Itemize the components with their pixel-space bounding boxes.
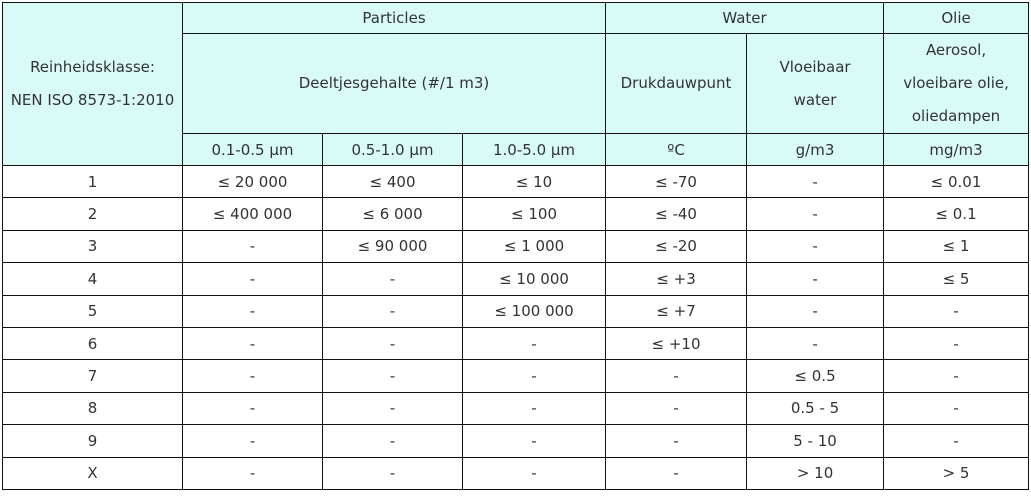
table-row — [3, 295, 1029, 327]
cell-oil: - — [884, 392, 1029, 424]
cell-oil: - — [884, 327, 1029, 359]
cell-liquid-water: - — [747, 230, 884, 262]
subheader-oil — [884, 34, 1029, 134]
cell-class: 1 — [3, 166, 183, 198]
cell-particles-0-1-0-5: - — [183, 295, 323, 327]
cell-particles-0-5-1-0: - — [323, 327, 463, 359]
cell-liquid-water: - — [747, 327, 884, 359]
cell-dewpoint: ≤ +7 — [606, 295, 747, 327]
cell-particles-0-1-0-5: - — [183, 425, 323, 457]
cell-particles-1-0-5-0: ≤ 1 000 — [463, 230, 606, 262]
cell-liquid-water: - — [747, 166, 884, 198]
cell-particles-0-1-0-5: - — [183, 360, 323, 392]
group-header-oil: Olie — [884, 3, 1029, 34]
unit-liquid-water: g/m3 — [747, 134, 884, 166]
air-purity-class-table — [2, 2, 1029, 490]
cell-liquid-water: 5 - 10 — [747, 425, 884, 457]
cell-class: 4 — [3, 263, 183, 295]
table-row — [3, 425, 1029, 457]
cell-particles-0-1-0-5: - — [183, 392, 323, 424]
cell-particles-0-5-1-0: ≤ 400 — [323, 166, 463, 198]
cell-particles-0-5-1-0: - — [323, 360, 463, 392]
table-row — [3, 230, 1029, 262]
cell-dewpoint: - — [606, 425, 747, 457]
cell-liquid-water: - — [747, 263, 884, 295]
cell-particles-0-5-1-0: - — [323, 263, 463, 295]
cell-class: 9 — [3, 425, 183, 457]
liquid-water-line-2: water — [793, 90, 837, 109]
cell-particles-0-5-1-0: ≤ 90 000 — [323, 230, 463, 262]
group-header-particles: Particles — [183, 3, 606, 34]
cell-oil: ≤ 1 — [884, 230, 1029, 262]
unit-dewpoint: ºC — [606, 134, 747, 166]
cell-particles-1-0-5-0: ≤ 10 — [463, 166, 606, 198]
unit-particles-0-5-1-0: 0.5-1.0 µm — [323, 134, 463, 166]
cell-dewpoint: ≤ -70 — [606, 166, 747, 198]
cell-particles-1-0-5-0: ≤ 100 — [463, 198, 606, 230]
cell-dewpoint: ≤ -40 — [606, 198, 747, 230]
class-header — [3, 3, 183, 166]
cell-particles-0-5-1-0: - — [323, 392, 463, 424]
cell-particles-1-0-5-0: - — [463, 392, 606, 424]
subheader-liquid-water — [747, 34, 884, 134]
subheader-particle-content: Deeltjesgehalte (#/1 m3) — [183, 34, 606, 134]
cell-liquid-water: - — [747, 295, 884, 327]
table-row — [3, 327, 1029, 359]
cell-particles-0-1-0-5: - — [183, 230, 323, 262]
table-row — [3, 198, 1029, 230]
cell-particles-1-0-5-0: - — [463, 360, 606, 392]
cell-class: 7 — [3, 360, 183, 392]
cell-particles-0-5-1-0: - — [323, 425, 463, 457]
cell-particles-0-5-1-0: - — [323, 295, 463, 327]
table-row — [3, 263, 1029, 295]
cell-oil: ≤ 0.1 — [884, 198, 1029, 230]
cell-oil: ≤ 5 — [884, 263, 1029, 295]
class-header-line-1: Reinheidsklasse: — [30, 58, 155, 76]
cell-dewpoint: ≤ +3 — [606, 263, 747, 295]
cell-particles-1-0-5-0: - — [463, 457, 606, 489]
cell-particles-0-1-0-5: - — [183, 263, 323, 295]
cell-oil: - — [884, 360, 1029, 392]
cell-liquid-water: - — [747, 198, 884, 230]
class-header-line-2: NEN ISO 8573-1:2010 — [10, 91, 175, 109]
subheader-dewpoint: Drukdauwpunt — [606, 34, 747, 134]
cell-class: 3 — [3, 230, 183, 262]
oil-line-2: vloeibare olie, — [903, 74, 1009, 92]
cell-class: X — [3, 457, 183, 489]
table-row — [3, 360, 1029, 392]
cell-class: 8 — [3, 392, 183, 424]
cell-dewpoint: - — [606, 360, 747, 392]
unit-oil: mg/m3 — [884, 134, 1029, 166]
cell-particles-0-1-0-5: ≤ 20 000 — [183, 166, 323, 198]
cell-particles-1-0-5-0: ≤ 100 000 — [463, 295, 606, 327]
oil-line-1: Aerosol, — [925, 41, 987, 59]
cell-class: 6 — [3, 327, 183, 359]
oil-line-3: oliedampen — [911, 107, 1001, 125]
cell-dewpoint: ≤ +10 — [606, 327, 747, 359]
cell-dewpoint: ≤ -20 — [606, 230, 747, 262]
cell-particles-1-0-5-0: - — [463, 425, 606, 457]
cell-particles-0-5-1-0: ≤ 6 000 — [323, 198, 463, 230]
cell-class: 2 — [3, 198, 183, 230]
cell-class: 5 — [3, 295, 183, 327]
table-body — [3, 166, 1029, 490]
group-header-water: Water — [606, 3, 884, 34]
table-row — [3, 457, 1029, 489]
cell-particles-0-1-0-5: - — [183, 327, 323, 359]
cell-dewpoint: - — [606, 392, 747, 424]
cell-particles-1-0-5-0: - — [463, 327, 606, 359]
unit-particles-0-1-0-5: 0.1-0.5 µm — [183, 134, 323, 166]
liquid-water-line-1: Vloeibaar — [779, 57, 851, 76]
cell-liquid-water: > 10 — [747, 457, 884, 489]
cell-dewpoint: - — [606, 457, 747, 489]
cell-particles-0-5-1-0: - — [323, 457, 463, 489]
cell-particles-1-0-5-0: ≤ 10 000 — [463, 263, 606, 295]
unit-particles-1-0-5-0: 1.0-5.0 µm — [463, 134, 606, 166]
cell-oil: - — [884, 425, 1029, 457]
cell-oil: > 5 — [884, 457, 1029, 489]
cell-oil: ≤ 0.01 — [884, 166, 1029, 198]
cell-liquid-water: ≤ 0.5 — [747, 360, 884, 392]
cell-particles-0-1-0-5: - — [183, 457, 323, 489]
table-row — [3, 166, 1029, 198]
table-row — [3, 392, 1029, 424]
cell-oil: - — [884, 295, 1029, 327]
cell-liquid-water: 0.5 - 5 — [747, 392, 884, 424]
cell-particles-0-1-0-5: ≤ 400 000 — [183, 198, 323, 230]
